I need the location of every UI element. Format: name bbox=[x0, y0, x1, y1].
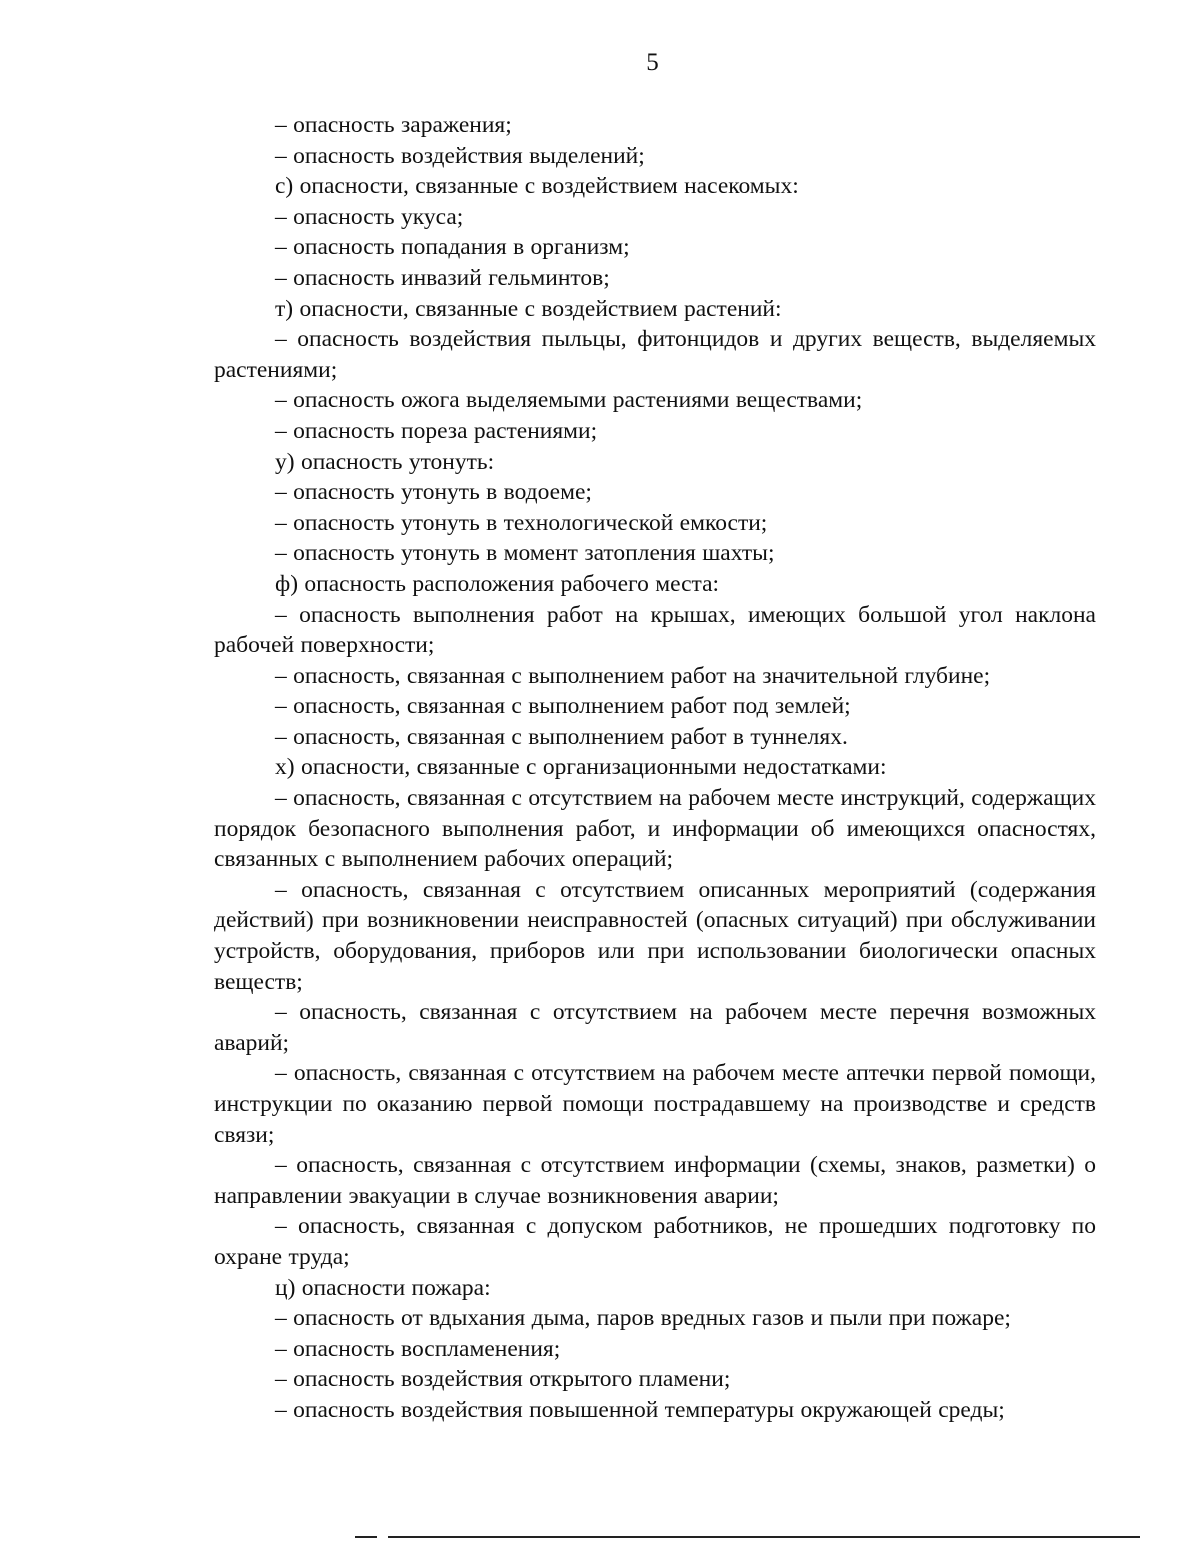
footer-divider-short bbox=[355, 1536, 377, 1538]
list-item: – опасность воздействия открытого пламени; bbox=[275, 1366, 731, 1393]
page-number: 5 bbox=[646, 49, 659, 76]
list-item: – опасность от вдыхания дыма, паров вредных газов и пыли при пожаре; bbox=[275, 1305, 1011, 1332]
list-item: – опасность воздействия выделений; bbox=[275, 142, 645, 169]
list-item: – опасность утонуть в водоеме; bbox=[275, 479, 592, 506]
section-heading: у) опасность утонуть: bbox=[275, 448, 495, 475]
list-item: – опасность инвазий гельминтов; bbox=[275, 264, 610, 291]
list-item: – опасность воспламенения; bbox=[275, 1335, 561, 1362]
list-item: – опасность заражения; bbox=[275, 112, 512, 138]
list-item: – опасность воздействия пыльцы, фитонцидов и других веществ, выделяемых растениями; bbox=[214, 326, 1096, 383]
list-item: – опасность, связанная с выполнением работ под землей; bbox=[275, 693, 851, 720]
list-item: – опасность, связанная с отсутствием на рабочем месте инструкций, содержащих порядок безопасного выполнения работ, и информации об имеющихся опасностях, связанных с выполнением рабочих операций; bbox=[214, 785, 1096, 873]
list-item: – опасность, связанная с допуском работников, не прошедших подготовку по охране труда; bbox=[214, 1213, 1096, 1270]
list-item: – опасность, связанная с выполнением работ на значительной глубине; bbox=[275, 662, 991, 689]
list-item: – опасность воздействия повышенной температуры окружающей среды; bbox=[275, 1396, 1005, 1423]
section-heading: т) опасности, связанные с воздействием растений: bbox=[275, 295, 782, 322]
section-heading: х) опасности, связанные с организационными недостатками: bbox=[275, 754, 887, 781]
list-item: – опасность, связанная с отсутствием информации (схемы, знаков, разметки) о направлении эвакуации в случае возникновения аварии; bbox=[214, 1152, 1096, 1209]
list-item: – опасность утонуть в момент затопления шахты; bbox=[275, 540, 775, 567]
section-heading: ц) опасности пожара: bbox=[275, 1274, 491, 1301]
list-item: – опасность, связанная с выполнением работ в туннелях. bbox=[275, 723, 848, 750]
list-item: – опасность, связанная с отсутствием на рабочем месте перечня возможных аварий; bbox=[214, 999, 1096, 1056]
list-item: – опасность пореза растениями; bbox=[275, 417, 598, 444]
list-item: – опасность, связанная с отсутствием описанных мероприятий (содержания действий) при возникновении неисправностей (опасных ситуаций) при обслуживании устройств, оборудования, приборов или при использовании биологически опасных веществ; bbox=[214, 876, 1096, 995]
footer-divider bbox=[388, 1536, 1140, 1538]
list-item: – опасность, связанная с отсутствием на рабочем месте аптечки первой помощи, инструкции по оказанию первой помощи пострадавшему на производстве и средств связи; bbox=[214, 1060, 1096, 1148]
list-item: – опасность выполнения работ на крышах, имеющих большой угол наклона рабочей поверхности; bbox=[214, 601, 1096, 659]
list-item: – опасность попадания в организм; bbox=[275, 234, 630, 261]
document-body bbox=[214, 110, 1096, 1426]
list-item: – опасность ожога выделяемыми растениями веществами; bbox=[275, 387, 863, 414]
section-heading: ф) опасность расположения рабочего места: bbox=[275, 570, 720, 597]
section-heading: с) опасности, связанные с воздействием насекомых: bbox=[275, 173, 799, 200]
list-item: – опасность укуса; bbox=[275, 203, 464, 230]
list-item: – опасность утонуть в технологической емкости; bbox=[275, 509, 768, 536]
